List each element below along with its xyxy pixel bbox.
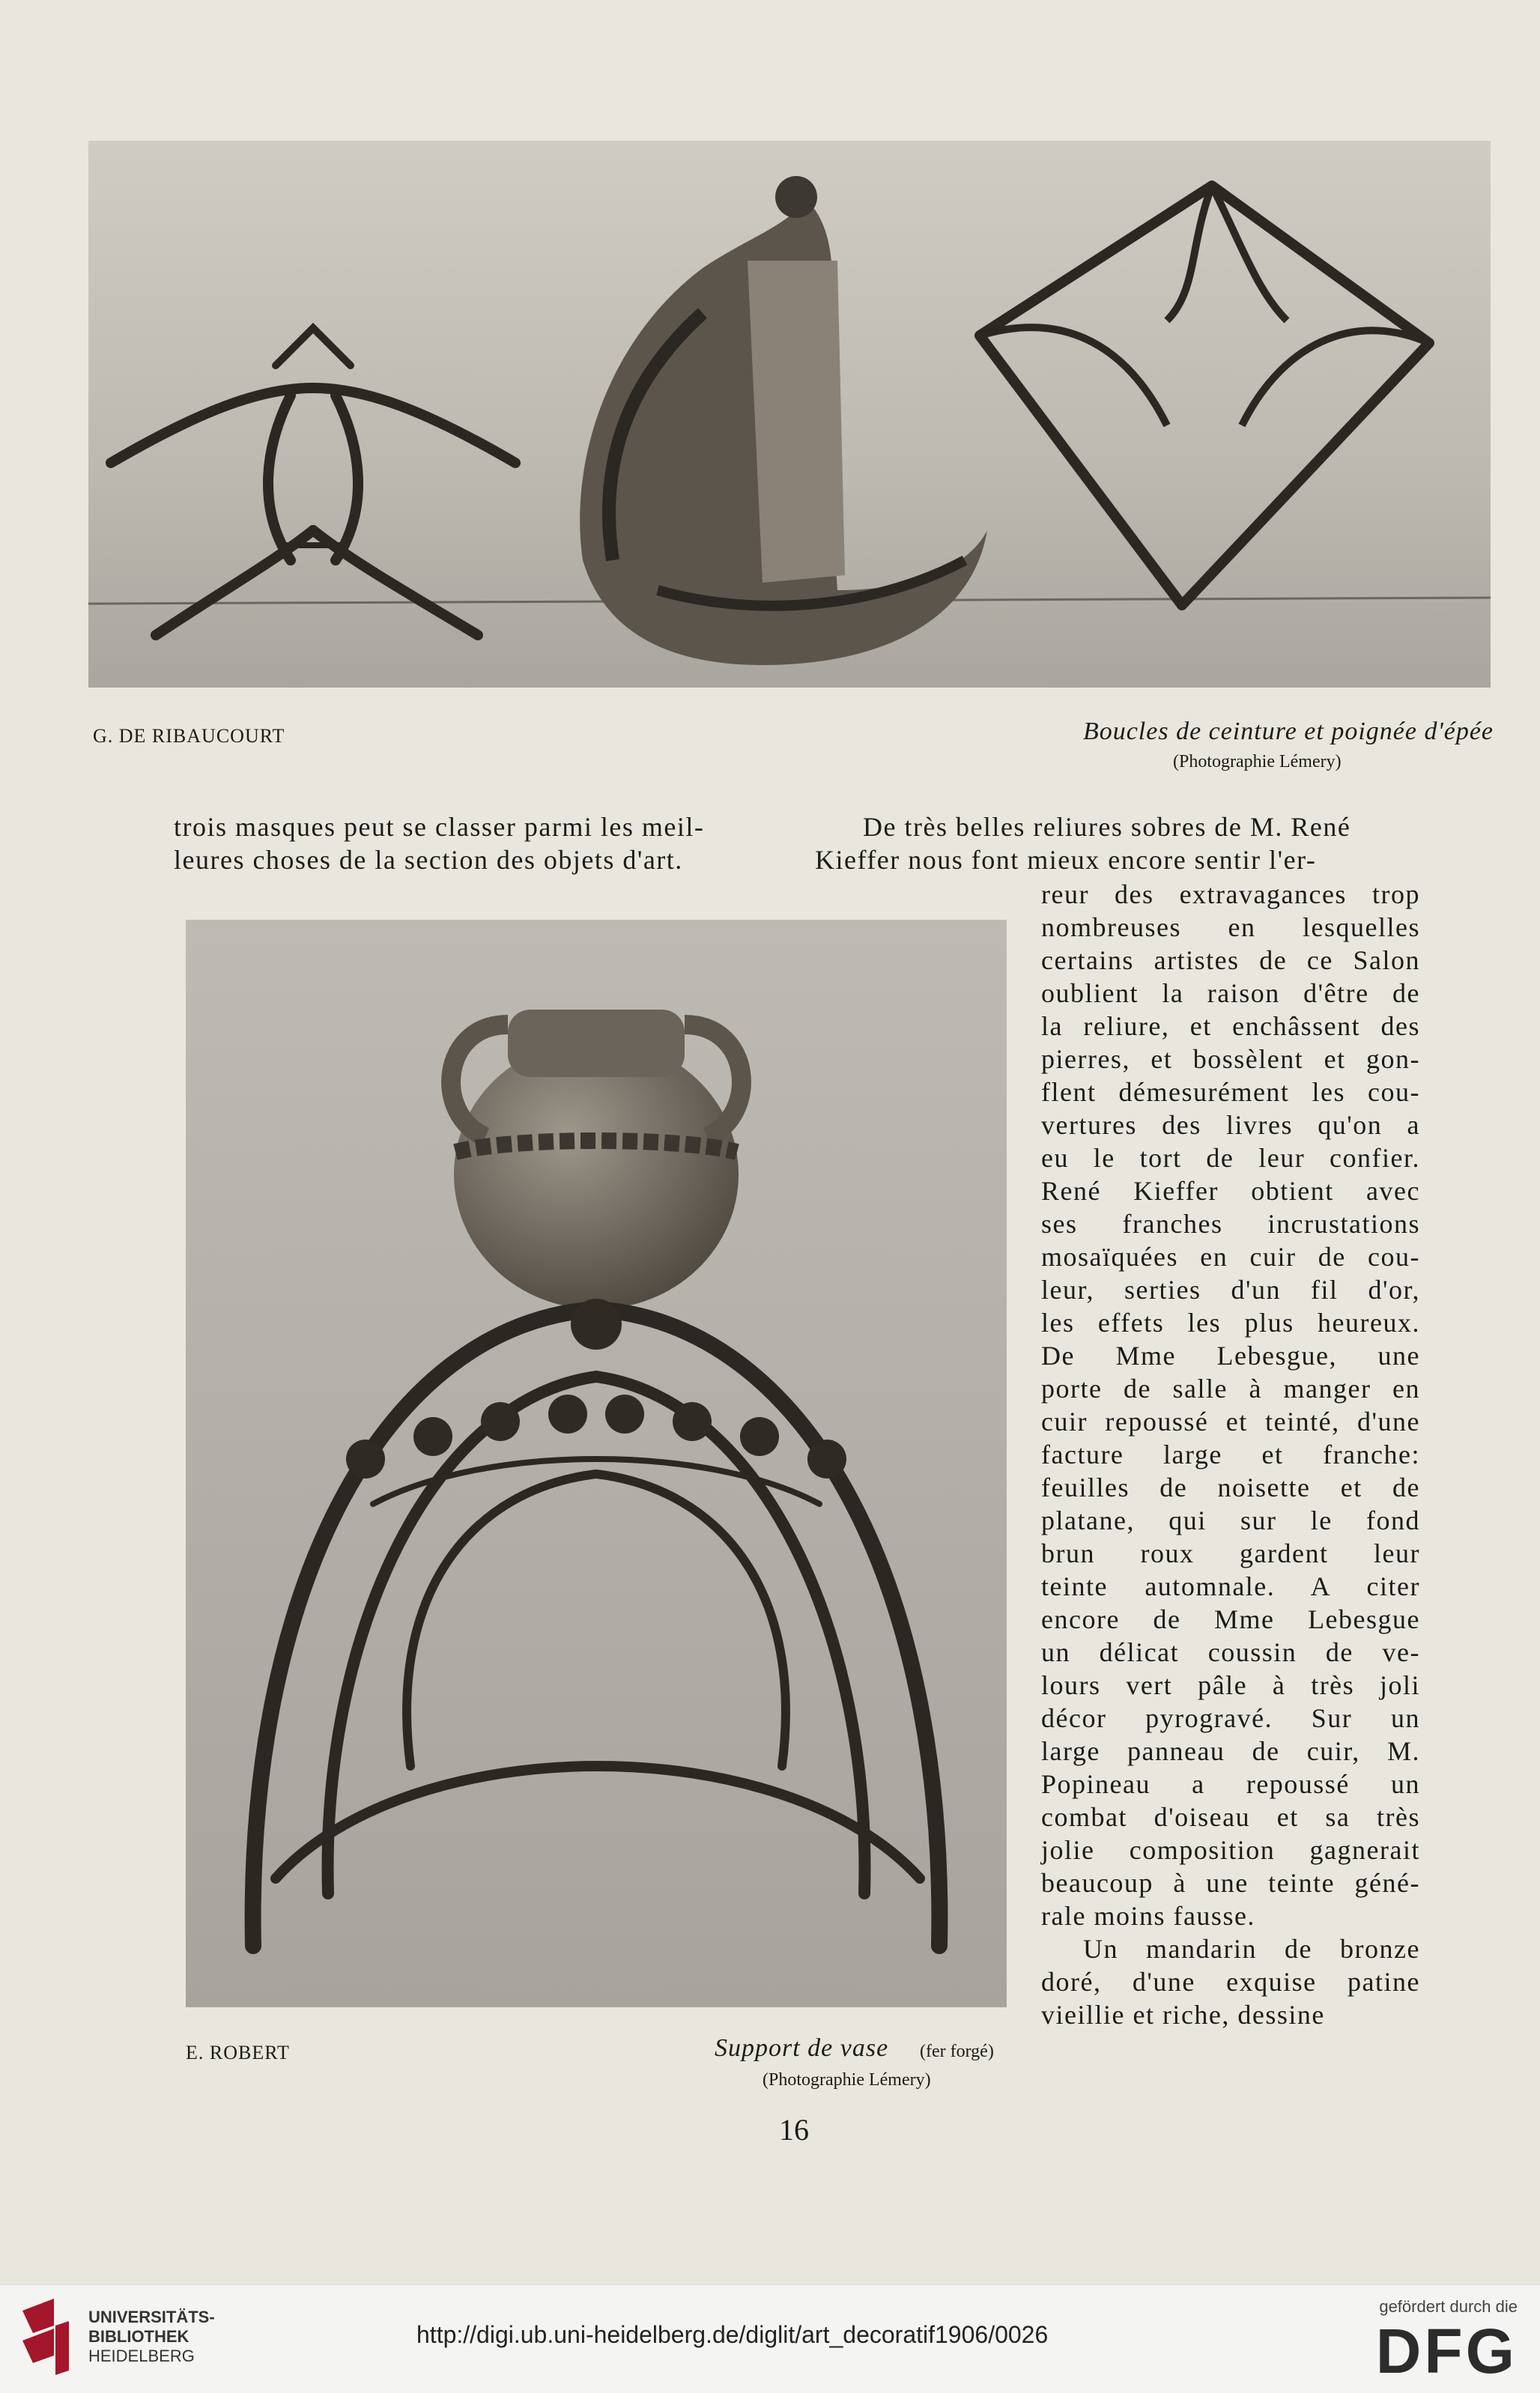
library-line-1: UNIVERSITÄTS- bbox=[88, 2308, 215, 2326]
bottom-figure-credit: (Photographie Lémery) bbox=[763, 2070, 931, 2090]
top-figure-title: Boucles de ceinture et poignée d'épée bbox=[1082, 718, 1494, 745]
right-column-line: doré, d'une exquise patine bbox=[1041, 1967, 1420, 1997]
right-column-line: décor pyrogravé. Sur un bbox=[1041, 1703, 1420, 1733]
right-intro-line-2: Kieffer nous font mieux encore sentir l'er- bbox=[815, 845, 1317, 875]
right-intro-line-1: De très belles reliures sobres de M. René bbox=[863, 812, 1351, 842]
right-column-line: lours vert pâle à très joli bbox=[1041, 1670, 1420, 1700]
bottom-figure-subtitle: (fer forgé) bbox=[920, 2042, 994, 2061]
right-column-line: un délicat coussin de ve- bbox=[1041, 1637, 1420, 1667]
right-column-line: nombreuses en lesquelles bbox=[1041, 912, 1420, 942]
dfg-logo: DFG bbox=[1375, 2316, 1518, 2386]
right-column-line: ses franches incrustations bbox=[1041, 1209, 1420, 1239]
right-column-line: cuir repoussé et teinté, d'une bbox=[1041, 1407, 1420, 1437]
right-column-line: certains artistes de ce Salon bbox=[1041, 945, 1420, 975]
right-column-line: facture large et franche: bbox=[1041, 1440, 1420, 1470]
right-column-line: platane, qui sur le fond bbox=[1041, 1505, 1420, 1535]
library-line-2: BIBLIOTHEK bbox=[88, 2327, 190, 2346]
right-column-line: brun roux gardent leur bbox=[1041, 1538, 1420, 1568]
right-column-line: vertures des livres qu'on a bbox=[1041, 1110, 1420, 1140]
top-figure-credit: (Photographie Lémery) bbox=[1173, 752, 1342, 771]
top-figure-artist: G. DE RIBAUCOURT bbox=[93, 725, 285, 747]
right-column-line: jolie composition gagnerait bbox=[1041, 1835, 1420, 1865]
right-column-line: la reliure, et enchâssent des bbox=[1041, 1011, 1420, 1041]
bottom-figure-title: Support de vase bbox=[715, 2034, 889, 2062]
source-url-link[interactable]: http://digi.ub.uni-heidelberg.de/diglit/art_decoratif1906/0026 bbox=[416, 2321, 1049, 2348]
right-column-line: De Mme Lebesgue, une bbox=[1041, 1341, 1420, 1371]
right-column-line: teinte automnale. A citer bbox=[1041, 1571, 1420, 1601]
right-column-line: large panneau de cuir, M. bbox=[1041, 1736, 1420, 1766]
funding-text: gefördert durch die bbox=[1379, 2297, 1518, 2316]
right-column-line: combat d'oiseau et sa très bbox=[1041, 1802, 1420, 1832]
right-column-line: porte de salle à manger en bbox=[1041, 1374, 1420, 1404]
right-column-line: pierres, et bossèlent et gon- bbox=[1041, 1044, 1420, 1074]
library-name bbox=[88, 2308, 215, 2366]
right-column-line: vieillie et riche, dessine bbox=[1041, 2000, 1325, 2030]
right-column-line: flent démesurément les cou- bbox=[1041, 1077, 1420, 1107]
right-column-line: René Kieffer obtient avec bbox=[1041, 1176, 1420, 1206]
right-column-line: les effets les plus heureux. bbox=[1041, 1308, 1420, 1338]
top-photograph bbox=[88, 141, 1491, 688]
page-number: 16 bbox=[779, 2113, 809, 2147]
left-intro-line-1: trois masques peut se classer parmi les meil- bbox=[174, 812, 705, 842]
right-column-line: feuilles de noisette et de bbox=[1041, 1473, 1420, 1502]
right-column-line: rale moins fausse. bbox=[1041, 1901, 1255, 1931]
bottom-figure-artist: E. ROBERT bbox=[186, 2042, 290, 2063]
vase-stand-photograph bbox=[186, 920, 1007, 2007]
left-intro-line-2: leures choses de la section des objets d'art. bbox=[174, 845, 683, 875]
right-column-line: mosaïquées en cuir de cou- bbox=[1041, 1242, 1420, 1272]
right-column-line: reur des extravagances trop bbox=[1041, 879, 1420, 909]
library-logo-icon bbox=[16, 2296, 73, 2380]
right-column-line: beaucoup à une teinte géné- bbox=[1041, 1868, 1420, 1898]
footer-bar bbox=[0, 2284, 1540, 2393]
right-column-line: Popineau a repoussé un bbox=[1041, 1769, 1420, 1799]
right-column-line: encore de Mme Lebesgue bbox=[1041, 1604, 1420, 1634]
right-column-line: oublient la raison d'être de bbox=[1041, 978, 1420, 1008]
right-column-line: Un mandarin de bronze bbox=[1083, 1934, 1420, 1964]
right-column-line: eu le tort de leur confier. bbox=[1041, 1143, 1420, 1173]
library-line-3: HEIDELBERG bbox=[88, 2347, 195, 2365]
right-column-line: leur, serties d'un fil d'or, bbox=[1041, 1275, 1420, 1305]
